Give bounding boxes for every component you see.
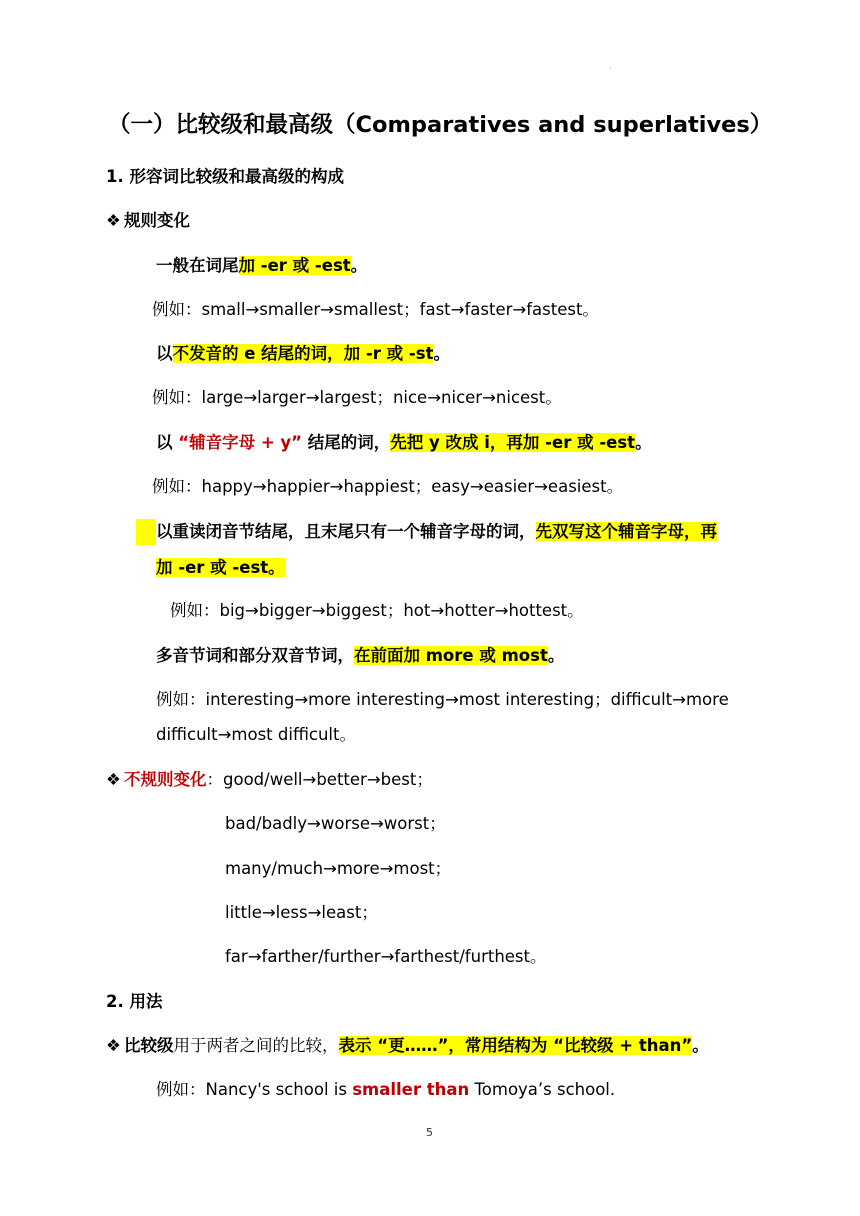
section-2-heading bbox=[106, 990, 163, 1014]
rule-2-highlight: 不发音的 e 结尾的词，加 -r 或 -st bbox=[172, 344, 434, 363]
irregular-change bbox=[106, 768, 433, 792]
header-dot: · bbox=[609, 64, 612, 73]
rule-3-text: 以 bbox=[156, 433, 179, 452]
example-4: 例如：big→bigger→biggest；hot→hotter→hottest。 bbox=[170, 601, 584, 620]
rule-1-highlight: 加 -er 或 -est bbox=[238, 256, 351, 275]
rule-2 bbox=[156, 342, 450, 366]
irregular-item: little→less→least； bbox=[225, 903, 378, 922]
bullet-icon: ❖ bbox=[106, 211, 121, 230]
section-1-number: 1. bbox=[106, 167, 124, 186]
rule-4-highlight-2: 加 -er 或 -est。 bbox=[156, 558, 285, 577]
rule-5 bbox=[156, 644, 564, 668]
rule-4-highlight: 先双写这个辅音字母，再 bbox=[535, 522, 717, 541]
example-5-line-2: difficult→most difficult。 bbox=[156, 725, 356, 744]
rule-4-line-1 bbox=[156, 520, 717, 544]
usage-end: 。 bbox=[692, 1036, 709, 1055]
usage-rule bbox=[106, 1034, 709, 1058]
usage-text: 用于两者之间的比较， bbox=[173, 1036, 339, 1055]
rule-5-end: 。 bbox=[547, 646, 565, 665]
rule-5-text: 多音节词和部分双音节词， bbox=[156, 646, 354, 665]
usage-example-start: 例如：Nancy's school is bbox=[156, 1080, 353, 1099]
rule-3-red: “辅音字母 + y” bbox=[178, 433, 303, 452]
bullet-icon: ❖ bbox=[106, 770, 121, 789]
rule-1 bbox=[156, 254, 367, 278]
section-1-heading bbox=[106, 165, 344, 189]
rule-3 bbox=[156, 431, 652, 455]
bullet-icon: ❖ bbox=[106, 1036, 121, 1055]
usage-example-red: smaller than bbox=[352, 1080, 470, 1099]
rule-2-text: 以 bbox=[156, 344, 173, 363]
irregular-item: bad/badly→worse→worst； bbox=[225, 814, 446, 833]
example-3: 例如：happy→happier→happiest；easy→easier→easiest。 bbox=[152, 477, 624, 496]
rule-5-highlight: 在前面加 more 或 most bbox=[354, 646, 548, 665]
usage-highlight: 表示 “更……”，常用结构为 “比较级 + than” bbox=[338, 1036, 693, 1055]
rule-4-text: 以重读闭音节结尾，且末尾只有一个辅音字母的词， bbox=[156, 522, 536, 541]
highlight-marker bbox=[136, 519, 156, 545]
example-2: 例如：large→larger→largest；nice→nicer→nicest。 bbox=[152, 388, 562, 407]
irregular-item: ：good/well→better→best； bbox=[206, 770, 433, 789]
rule-4-line-2 bbox=[156, 556, 285, 580]
page-title: （一）比较级和最高级（Comparatives and superlatives） bbox=[108, 112, 773, 138]
rule-2-end: 。 bbox=[433, 344, 450, 363]
usage-example bbox=[156, 1078, 615, 1102]
irregular-item: many/much→more→most； bbox=[225, 859, 452, 878]
page-number: 5 bbox=[426, 1126, 433, 1139]
usage-example-end: Tomoya’s school. bbox=[469, 1080, 616, 1099]
section-2-number: 2. bbox=[106, 992, 124, 1011]
rule-3-mid: 结尾的词， bbox=[302, 433, 391, 452]
section-2-title: 用法 bbox=[129, 992, 163, 1011]
rule-1-end: 。 bbox=[350, 256, 368, 275]
irregular-item: far→farther/further→farthest/furthest。 bbox=[225, 947, 547, 966]
regular-change-heading bbox=[106, 209, 190, 233]
section-1-title: 形容词比较级和最高级的构成 bbox=[129, 167, 344, 186]
rule-3-highlight: 先把 y 改成 i，再加 -er 或 -est bbox=[390, 433, 636, 452]
example-1: 例如：small→smaller→smallest；fast→faster→fastest。 bbox=[152, 300, 599, 319]
usage-term: 比较级 bbox=[124, 1036, 174, 1055]
rule-1-text: 一般在词尾 bbox=[156, 256, 239, 275]
irregular-change-label: 不规则变化 bbox=[124, 770, 207, 789]
regular-change-label: 规则变化 bbox=[124, 211, 190, 230]
example-5-line-1: 例如：interesting→more interesting→most interesting；difficult→more bbox=[156, 690, 729, 709]
rule-3-end: 。 bbox=[635, 433, 652, 452]
